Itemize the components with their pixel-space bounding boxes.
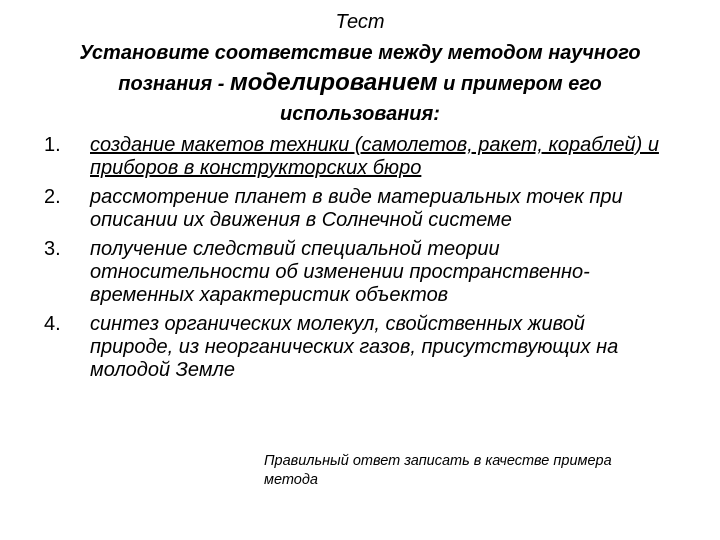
- answer-note: Правильный ответ записать в качестве примера метода: [264, 453, 612, 488]
- list-item: [0, 313, 720, 382]
- item-number: 4.: [44, 313, 61, 335]
- item-text: синтез органических молекул, свойственных живой природе, из неорганических газов, присутствующих на молодой Земле: [90, 313, 619, 381]
- list-item: [0, 134, 720, 180]
- item-text: рассмотрение планет в виде материальных точек при описании их движения в Солнечной системе: [90, 186, 623, 231]
- task-instruction: [60, 38, 660, 129]
- instruction-text-start: Установите соответствие между методом научного познания -: [79, 42, 641, 95]
- list-item: [0, 238, 720, 307]
- item-text: создание макетов техники (самолетов, ракет, кораблей) и приборов в конструкторских бюро: [90, 134, 659, 179]
- method-name: моделированием: [229, 69, 438, 96]
- examples-list: [0, 134, 720, 388]
- list-item: [0, 186, 720, 232]
- item-number: 1.: [44, 134, 61, 156]
- instruction-text-end: и примером его использования:: [280, 73, 602, 125]
- item-text: получение следствий специальной теории относительности об изменении пространственно-временных характеристик объектов: [90, 238, 590, 306]
- item-number: 3.: [44, 238, 61, 260]
- item-number: 2.: [44, 186, 61, 208]
- test-title: Тест: [335, 11, 385, 33]
